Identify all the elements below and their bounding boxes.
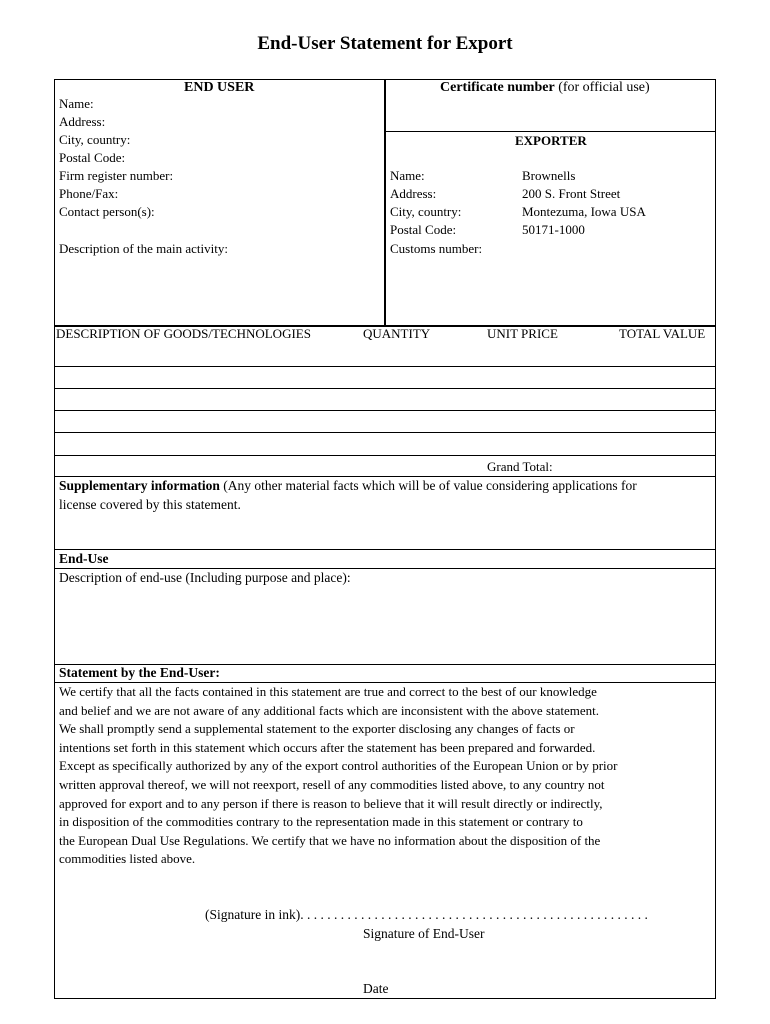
end-user-firm-register-label: Firm register number: <box>59 168 174 183</box>
supplementary-label: Supplementary information <box>59 478 220 493</box>
end-user-address-label: Address: <box>59 114 106 129</box>
date-label: Date <box>363 981 389 996</box>
exporter-postal-value: 50171-1000 <box>522 222 585 237</box>
statement-line: approved for export and to any person if there is reason to believe that it will result directly or indirectly, <box>59 795 603 811</box>
signature-caption: Signature of End-User <box>363 926 485 941</box>
statement-line: Except as specifically authorized by any of the export control authorities of the European Union or by prior <box>59 758 618 774</box>
end-user-activity-label: Description of the main activity: <box>59 241 228 256</box>
end-user-postal-label: Postal Code: <box>59 150 126 165</box>
goods-row-line <box>54 432 715 433</box>
statement-line: the European Dual Use Regulations. We certify that we have no information about the disposition of the <box>59 832 601 848</box>
statement-line: in disposition of the commodities contrary to the representation made in this statement or contrary to <box>59 814 583 830</box>
supplementary-info-line2: license covered by this statement. <box>59 497 241 512</box>
end-user-phone-label: Phone/Fax: <box>59 186 119 201</box>
goods-column-description: DESCRIPTION OF GOODS/TECHNOLOGIES <box>56 326 311 341</box>
exporter-city-label: City, country: <box>390 204 462 219</box>
goods-row-line <box>54 410 715 411</box>
goods-column-quantity: QUANTITY <box>363 326 431 341</box>
end-user-city-label: City, country: <box>59 132 131 147</box>
certificate-label: Certificate number <box>440 80 555 95</box>
page-title: End-User Statement for Export <box>257 33 513 54</box>
exporter-city-value: Montezuma, Iowa USA <box>522 204 646 219</box>
statement-line: and belief and we are not aware of any additional facts which are inconsistent with the above statement. <box>59 702 600 718</box>
statement-line: We certify that all the facts contained in this statement are true and correct to the best of our knowledge <box>59 684 597 699</box>
exporter-customs-label: Customs number: <box>390 241 483 256</box>
end-use-description: Description of end-use (Including purpose and place): <box>59 570 351 585</box>
statement-line: We shall promptly send a supplemental statement to the exporter disclosing any changes of facts or <box>59 721 575 737</box>
end-user-exporter-divider <box>384 79 386 325</box>
supplementary-text: (Any other material facts which will be of value considering applications for <box>223 478 637 493</box>
goods-row-line <box>54 455 715 456</box>
exporter-address-value: 200 S. Front Street <box>522 186 621 201</box>
statement-line: written approval thereof, we will not reexport, resell of any commodities listed above, to any country not <box>59 776 605 792</box>
grand-total-label: Grand Total: <box>487 459 553 474</box>
supplementary-info-line1 <box>59 477 637 495</box>
exporter-name-label: Name: <box>390 168 425 183</box>
supplementary-bottom-line <box>54 549 715 550</box>
goods-row-line <box>54 388 715 389</box>
signature-ink-line: (Signature in ink). . . . . . . . . . . . . . . . . . . . . . . . . . . . . . . . . . . . . . . . . . . . . . . . . . . . <box>205 907 648 922</box>
statement-text <box>59 683 617 869</box>
statement-line: intentions set forth in this statement which occurs after the statement has been prepared and forwarded. <box>59 739 596 755</box>
certificate-number-field <box>440 79 650 97</box>
goods-column-total-value: TOTAL VALUE <box>619 326 706 341</box>
goods-column-unit-price: UNIT PRICE <box>487 326 558 341</box>
end-user-name-label: Name: <box>59 96 94 111</box>
exporter-address-label: Address: <box>390 186 437 201</box>
end-user-header: END USER <box>184 80 255 95</box>
exporter-name-value: Brownells <box>522 168 576 183</box>
certificate-note: (for official use) <box>558 80 650 95</box>
end-user-contact-label: Contact person(s): <box>59 204 155 219</box>
exporter-header: EXPORTER <box>515 133 587 148</box>
statement-label: Statement by the End-User: <box>59 665 220 680</box>
end-use-label: End-Use <box>59 551 109 566</box>
goods-row-line <box>54 366 715 367</box>
exporter-postal-label: Postal Code: <box>390 222 457 237</box>
statement-line: commodities listed above. <box>59 851 196 867</box>
